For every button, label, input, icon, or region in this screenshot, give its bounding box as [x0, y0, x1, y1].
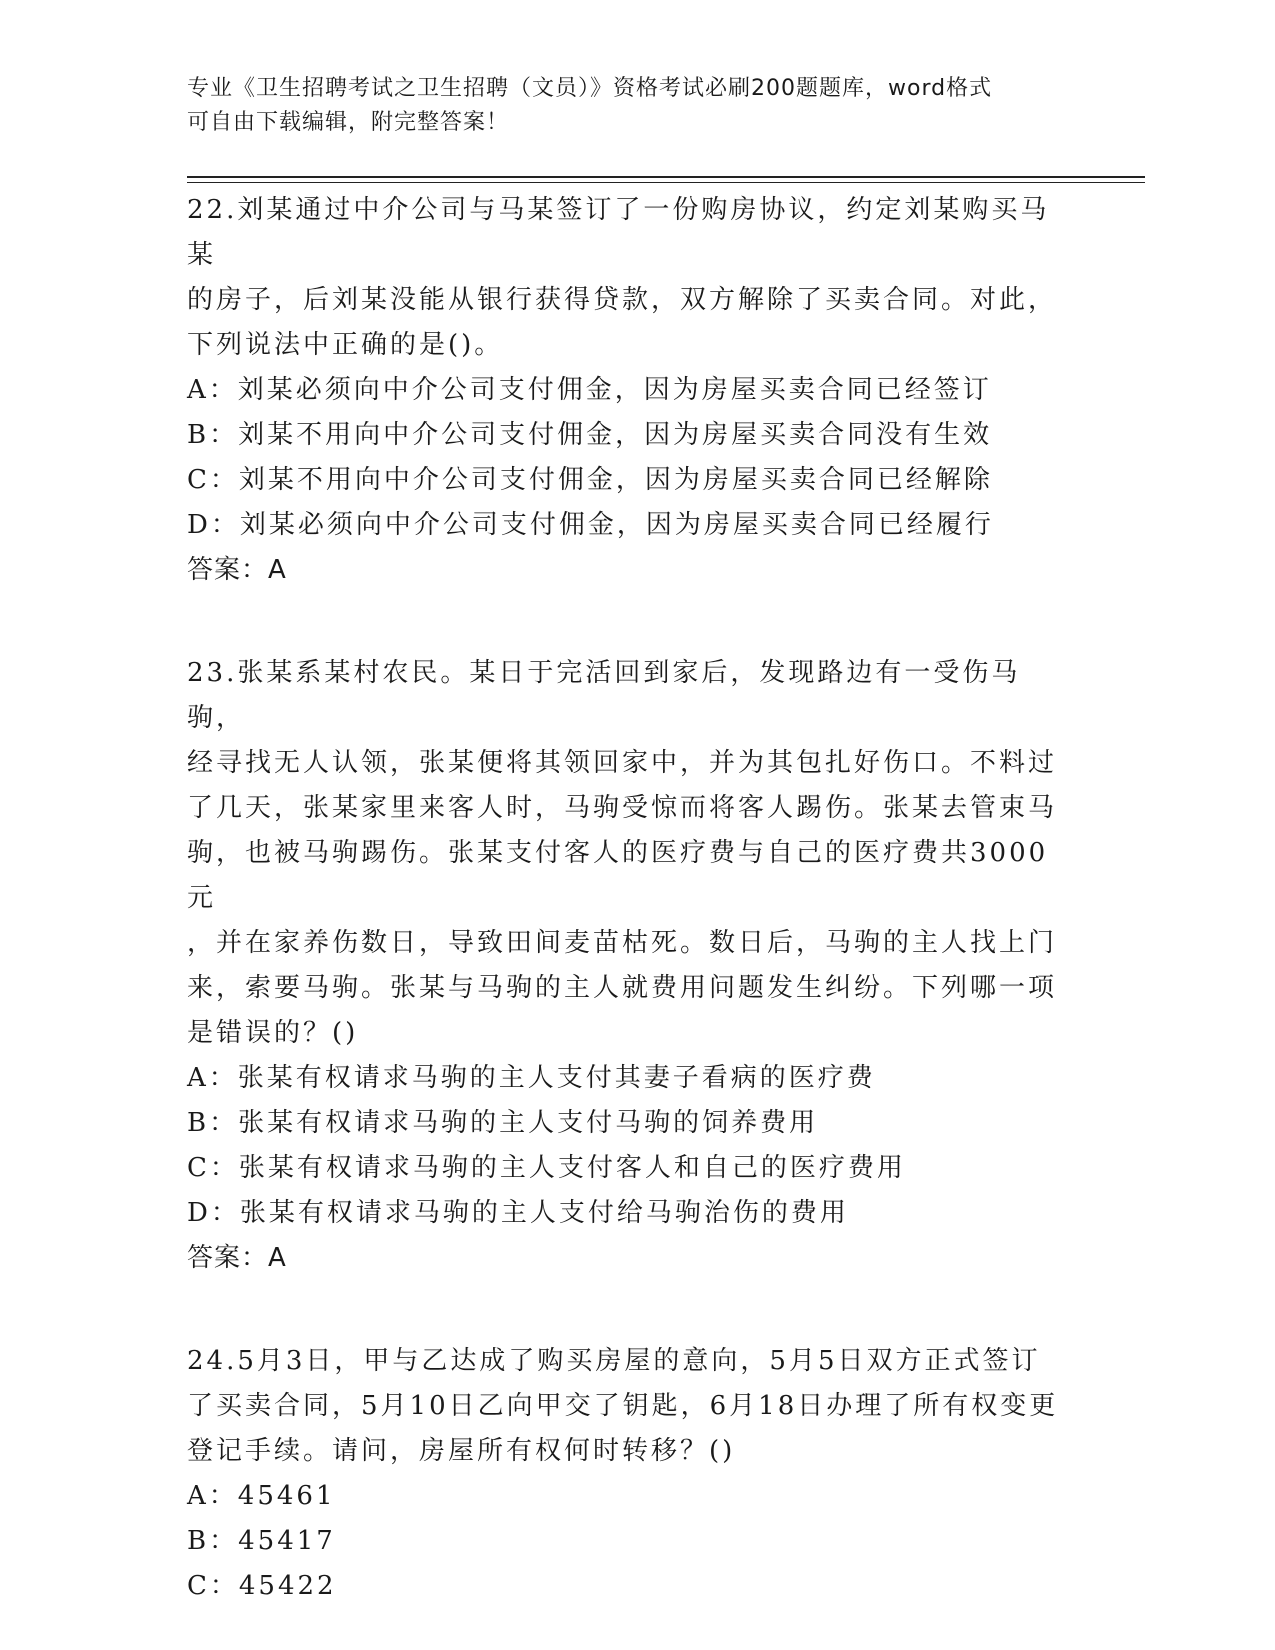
header-line-2: 可自由下载编辑，附完整答案！	[187, 110, 510, 135]
question-24-option-c: C：45422	[187, 1571, 337, 1601]
question-22-option-c: C：刘某不用向中介公司支付佣金，因为房屋买卖合同已经解除	[187, 465, 993, 495]
question-23-line-6: 来，索要马驹。张某与马驹的主人就费用问题发生纠纷。下列哪一项	[187, 973, 1058, 1003]
question-22-option-b: B：刘某不用向中介公司支付佣金，因为房屋买卖合同没有生效	[187, 420, 993, 450]
question-23-line-1: 23.张某系某村农民。某日于完活回到家后，发现路边有一受伤马驹，	[187, 658, 1021, 733]
question-23-option-b: B：张某有权请求马驹的主人支付马驹的饲养费用	[187, 1108, 819, 1138]
question-22-option-d: D：刘某必须向中介公司支付佣金，因为房屋买卖合同已经履行	[187, 510, 994, 540]
question-22-answer: 答案：A	[187, 555, 287, 585]
question-23-answer: 答案：A	[187, 1243, 287, 1273]
question-24-line-1: 24.5月3日，甲与乙达成了购买房屋的意向，5月5日双方正式签订	[187, 1346, 1041, 1376]
question-22-line-3: 下列说法中正确的是()。	[187, 330, 504, 360]
question-24-option-b: B：45417	[187, 1526, 336, 1556]
question-24-line-3: 登记手续。请问，房屋所有权何时转移？()	[187, 1436, 736, 1466]
question-23-line-7: 是错误的？()	[187, 1018, 359, 1048]
question-23-line-4: 驹，也被马驹踢伤。张某支付客人的医疗费与自己的医疗费共3000元	[187, 838, 1049, 913]
question-22-line-2: 的房子，后刘某没能从银行获得贷款，双方解除了买卖合同。对此，	[187, 285, 1058, 315]
spacer	[187, 1281, 1067, 1339]
header-divider-thick	[187, 176, 1145, 178]
question-23-option-a: A：张某有权请求马驹的主人支付其妻子看病的医疗费	[187, 1063, 876, 1093]
question-23-line-2: 经寻找无人认领，张某便将其领回家中，并为其包扎好伤口。不料过	[187, 748, 1058, 778]
question-24	[187, 1339, 1067, 1609]
question-24-line-2: 了买卖合同，5月10日乙向甲交了钥匙，6月18日办理了所有权变更	[187, 1391, 1059, 1421]
question-24-option-a: A：45461	[187, 1481, 336, 1511]
header-line-1: 专业《卫生招聘考试之卫生招聘（文员）》资格考试必刷200题题库，word格式	[187, 76, 993, 101]
question-23-option-c: C：张某有权请求马驹的主人支付客人和自己的医疗费用	[187, 1153, 906, 1183]
document-header	[187, 72, 1087, 140]
question-23-line-5: ，并在家养伤数日，导致田间麦苗枯死。数日后，马驹的主人找上门	[187, 928, 1058, 958]
header-divider-thin	[187, 182, 1145, 183]
question-22-option-a: A：刘某必须向中介公司支付佣金，因为房屋买卖合同已经签订	[187, 375, 992, 405]
question-list	[187, 188, 1067, 1609]
question-23	[187, 651, 1067, 1281]
spacer	[187, 593, 1067, 651]
question-22-line-1: 22.刘某通过中介公司与马某签订了一份购房协议，约定刘某购买马某	[187, 195, 1050, 270]
question-23-line-3: 了几天，张某家里来客人时，马驹受惊而将客人踢伤。张某去管束马	[187, 793, 1058, 823]
question-22	[187, 188, 1067, 593]
question-23-option-d: D：张某有权请求马驹的主人支付给马驹治伤的费用	[187, 1198, 849, 1228]
